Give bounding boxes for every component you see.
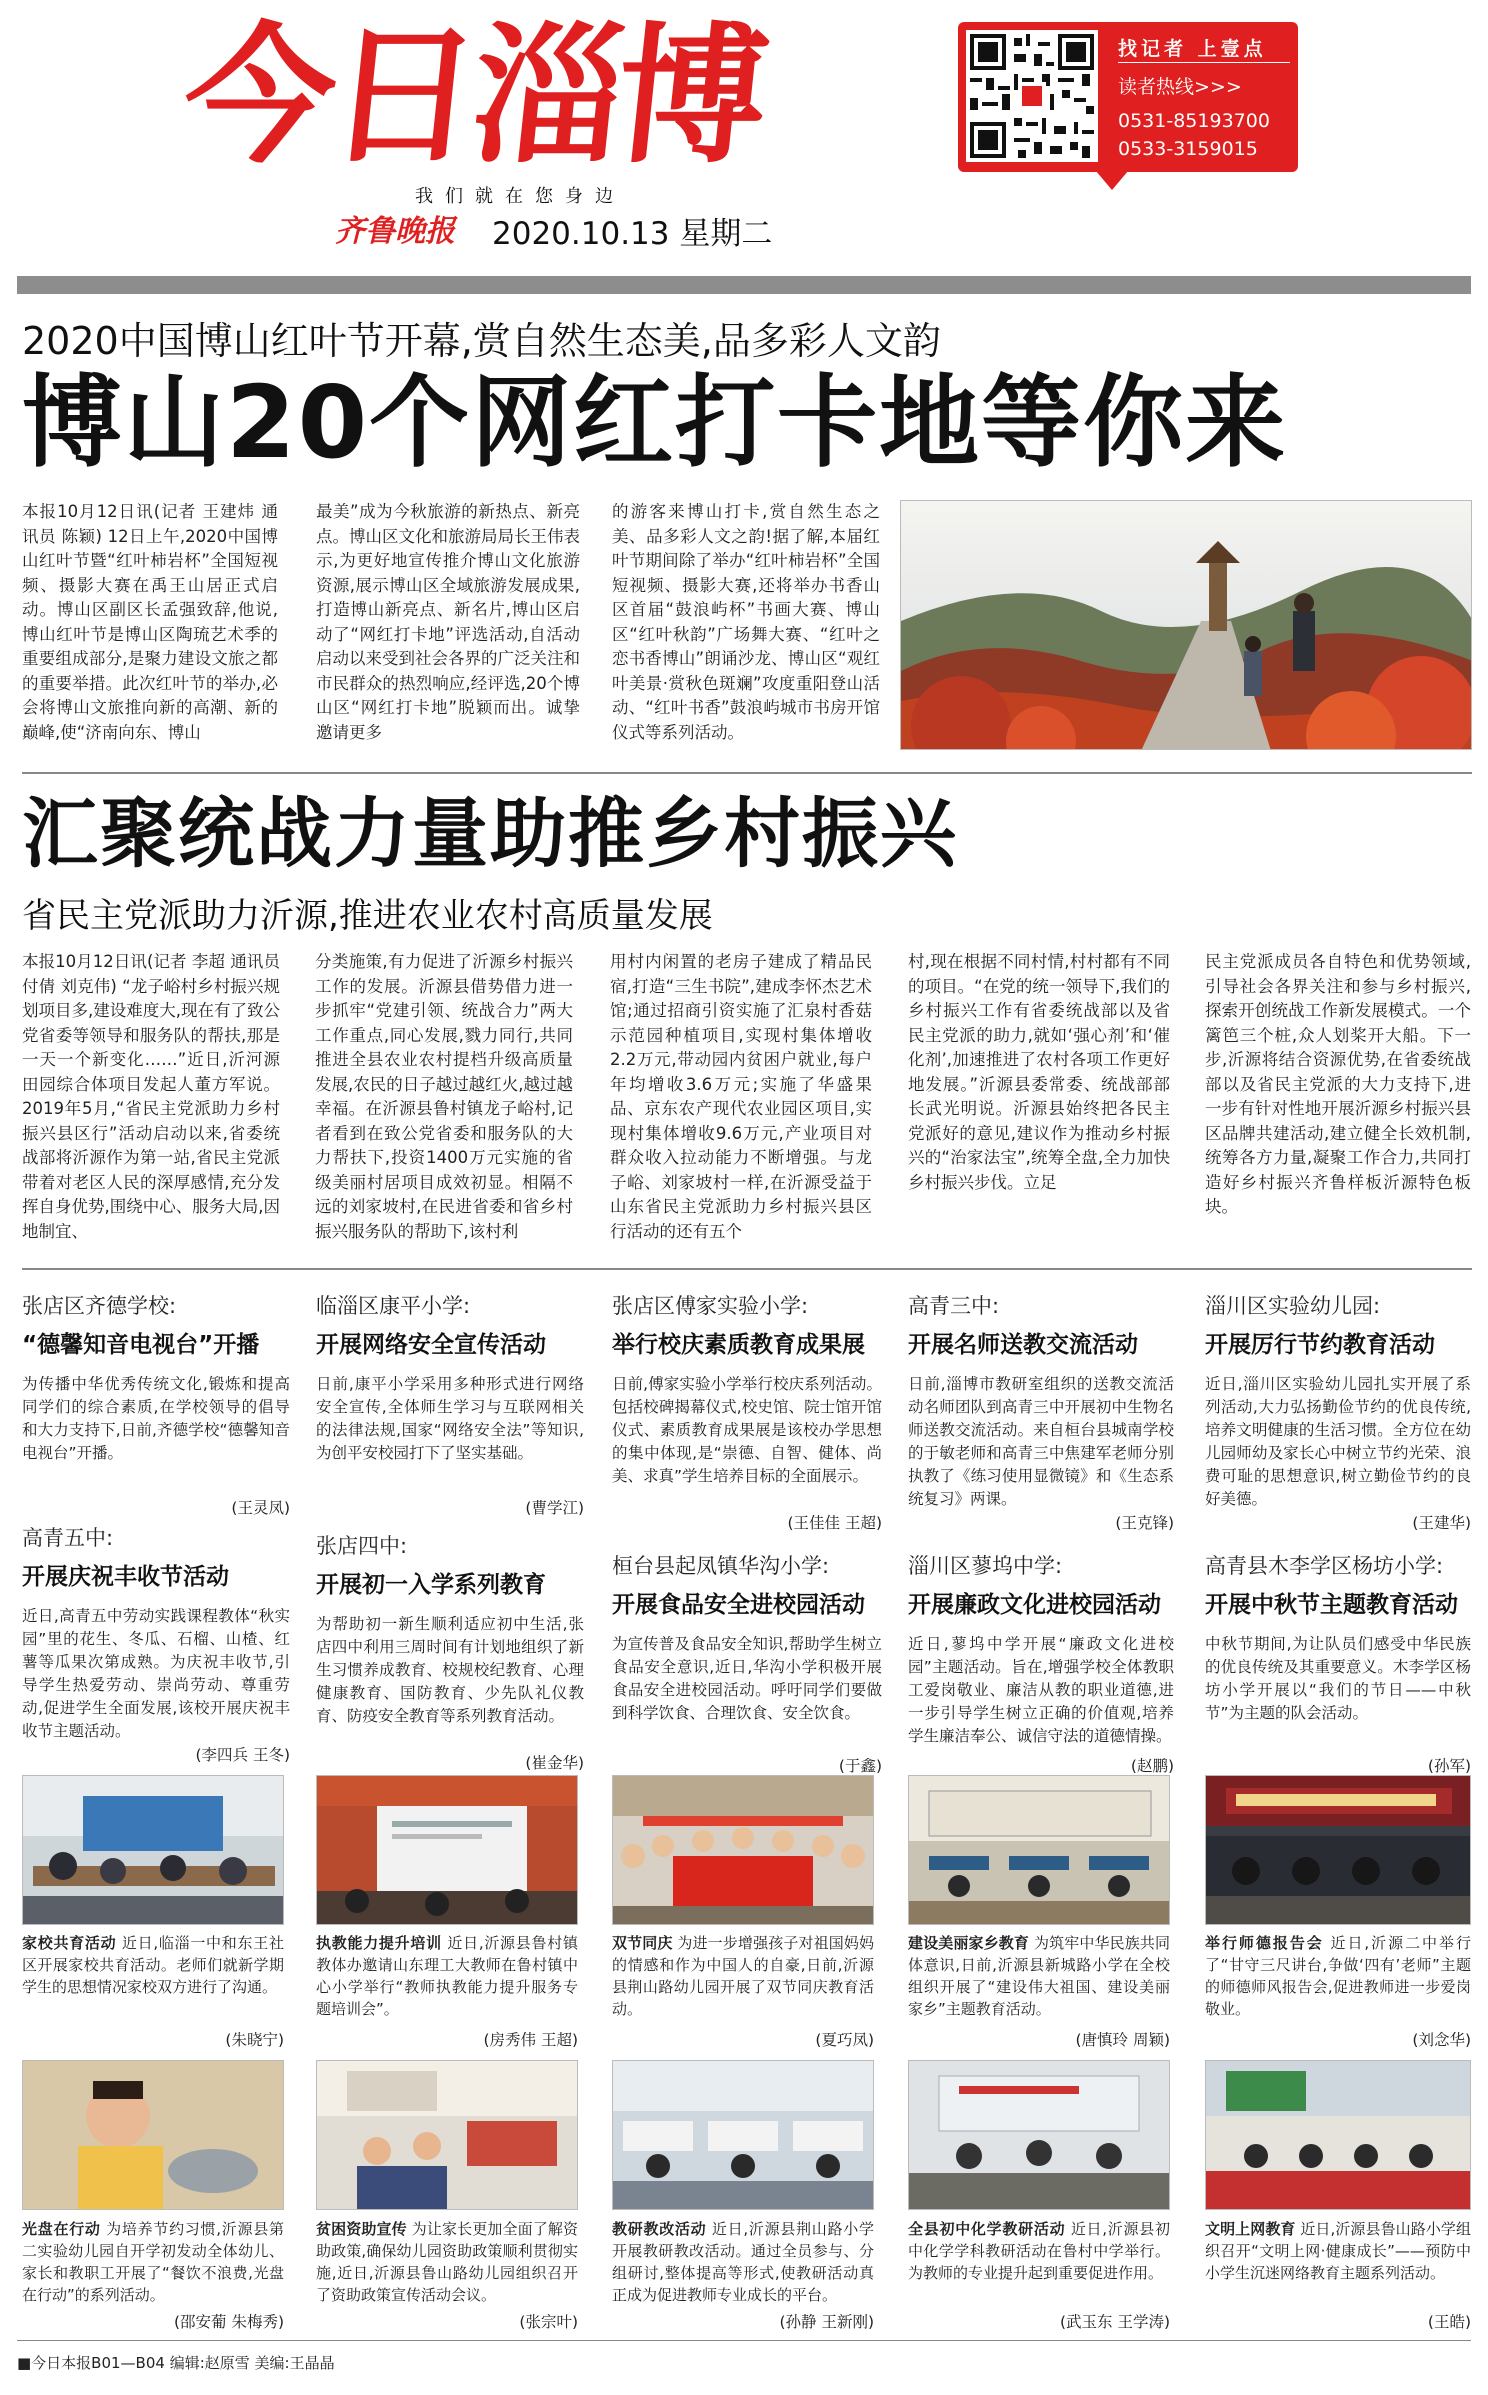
photo xyxy=(22,2060,284,2210)
photo-author: (邵安葡 朱梅秀) xyxy=(173,2313,284,2331)
footer-credits: ■今日本报B01—B04 编辑:赵原雪 美编:王晶晶 xyxy=(17,2354,335,2372)
photo-caption-body: 近日,沂源县鲁村镇教体办邀请山东理工大教师在鲁村镇中心小学举行“教师执教能力提升服务专题培训会”。 xyxy=(316,1934,578,2018)
photo xyxy=(1205,1775,1471,1925)
news-kicker: 桓台县起凤镇华沟小学: xyxy=(612,1554,830,1578)
photo-caption-title: 双节同庆 xyxy=(612,1934,673,1952)
photo-author: (武玉东 王学涛) xyxy=(1059,2313,1170,2331)
photo-author: (王皓) xyxy=(1427,2313,1471,2331)
news-headline[interactable]: 开展初一入学系列教育 xyxy=(316,1572,546,1598)
news-headline[interactable]: 开展庆祝丰收节活动 xyxy=(22,1564,229,1590)
photo xyxy=(316,1775,578,1925)
photo-author: (房秀伟 王超) xyxy=(483,2031,578,2049)
photo-caption xyxy=(908,2218,1170,2306)
story1-kicker: 2020中国博山红叶节开幕,赏自然生态美,品多彩人文韵 xyxy=(22,319,941,363)
story1-column-1: 本报10月12日讯(记者 王建炜 通讯员 陈颖) 12日上午,2020中国博山红叶节暨“红叶柿岩杯”全国短视频、摄影大赛在禹王山居正式启动。博山区副区长孟强致辞,他说,博山红叶节是博山区陶琉艺术季的重要组成部分,是聚力建设文旅之都的重要举措。此次红叶节的举办,必会将博山文旅推向新的高潮、新的巅峰,使“济南向东、博山 xyxy=(22,502,278,742)
news-body: 中秋节期间,为让队员们感受中华民族的优良传统及其重要意义。木李学区杨坊小学开展以“我们的节日——中秋节”为主题的队会活动。 xyxy=(1205,1635,1471,1722)
story2-column-2: 分类施策,有力促进了沂源乡村振兴工作的发展。沂源县借势借力进一步抓牢“党建引领、统战合力”两大工作重点,同心发展,戮力同行,共同推进全县农业农村提档升级高质量发展,农民的日子越过越红火,越过越幸福。在沂源县鲁村镇龙子峪村,记者看到在致公党省委和服务队的大力帮扶下,投资1400万元实施的省级美丽村居项目成效初显。相隔不远的刘家坡村,在民进省委和省乡村振兴服务队的帮助下,该村利 xyxy=(315,952,573,1241)
photo-caption-title: 举行师德报告会 xyxy=(1205,1934,1324,1952)
photo-caption xyxy=(316,2218,578,2306)
qr-code-icon[interactable] xyxy=(966,30,1098,162)
news-kicker: 高青三中: xyxy=(908,1294,1000,1318)
contact-box-tail xyxy=(1090,164,1134,190)
photo-caption-title: 贫困资助宣传 xyxy=(316,2220,407,2238)
news-body: 为帮助初一新生顺利适应初中生活,张店四中利用三周时间有计划地组织了新生习惯养成教育、校规校纪教育、心理健康教育、国防教育、少先队礼仪教育、防疫安全教育等系列教育活动。 xyxy=(316,1615,584,1725)
photo xyxy=(612,2060,874,2210)
contact-phone-2[interactable]: 0533-3159015 xyxy=(1118,138,1258,160)
photo-caption xyxy=(908,1932,1170,2022)
news-kicker: 张店四中: xyxy=(316,1534,408,1558)
photo-author: (刘念华) xyxy=(1412,2031,1471,2049)
photo-author: (朱晓宁) xyxy=(225,2031,284,2049)
story-divider xyxy=(22,772,1472,774)
contact-line-reporter: 找记者 上壹点 xyxy=(1118,38,1267,60)
story2-column-4: 村,现在根据不同村情,村村都有不同的项目。“在党的统一领导下,我们的乡村振兴工作有省委统战部以及省民主党派的助力,就如‘强心剂’和‘催化剂’,加速推进了农村各项工作更好地发展。”沂源县委常委、统战部部长武光明说。沂源县始终把各民主党派好的意见,建议作为推动乡村振兴的“治家法宝”,统筹全盘,全力加快乡村振兴步伐。立足 xyxy=(908,952,1170,1192)
news-author: (崔金华) xyxy=(525,1754,584,1772)
news-item[interactable] xyxy=(908,1290,1174,1533)
photo-caption-title: 建设美丽家乡教育 xyxy=(908,1934,1030,1952)
news-author: (李四兵 王冬) xyxy=(195,1746,290,1764)
news-headline[interactable]: 开展厉行节约教育活动 xyxy=(1205,1332,1435,1358)
news-item[interactable] xyxy=(612,1290,882,1533)
photo-caption-body: 为让家长更加全面了解资助政策,确保幼儿园资助政策顺利贯彻实施,近日,沂源县鲁山路幼儿园组织召开了资助政策宣传活动会议。 xyxy=(316,2220,578,2304)
story2-subhead: 省民主党派助力沂源,推进农业农村高质量发展 xyxy=(22,896,713,936)
photo-caption-title: 执教能力提升培训 xyxy=(316,1934,442,1952)
news-headline[interactable]: “德馨知音电视台”开播 xyxy=(22,1332,260,1358)
masthead-rule xyxy=(17,276,1471,294)
news-item[interactable] xyxy=(316,1290,584,1518)
section-divider xyxy=(22,1268,1472,1270)
photo xyxy=(908,1775,1170,1925)
news-body: 近日,高青五中劳动实践课程教体“秋实园”里的花生、冬瓜、石榴、山楂、红薯等瓜果次第成熟。为庆祝丰收节,引导学生热爱劳动、崇尚劳动、尊重劳动,促进学生全面发展,该校开展庆祝丰收节主题活动。 xyxy=(22,1607,290,1740)
photo-caption xyxy=(22,1932,284,2022)
photo-caption-body: 为筑牢中华民族共同体意识,日前,沂源县新城路小学在全校组织开展了“建设伟大祖国、建设美丽家乡”主题教育活动。 xyxy=(908,1934,1170,2018)
photo xyxy=(1205,2060,1471,2210)
photo-caption-title: 文明上网教育 xyxy=(1205,2220,1296,2238)
story2-column-1: 本报10月12日讯(记者 李超 通讯员 付倩 刘克伟) “龙子峪村乡村振兴规划项目多,建设难度大,现在有了致公党省委等领导和服务队的帮扶,那是一天一个新变化……”近日,沂河源田园综合体项目发起人董方军说。2019年5月,“省民主党派助力乡村振兴县区行”活动启动以来,省委统战部将沂源作为第一站,省民主党派带着对老区人民的深厚感情,充分发挥自身优势,围绕中心、服务大局,因地制宜、 xyxy=(22,952,280,1241)
news-body: 近日,蓼坞中学开展“廉政文化进校园”主题活动。旨在,增强学校全体教职工爱岗敬业、廉洁从教的职业道德,进一步引导学生树立正确的价值观,培养学生廉洁奉公、诚信守法的道德情操。 xyxy=(908,1635,1174,1745)
news-author: (王建华) xyxy=(1412,1514,1471,1532)
photo-caption-body: 近日,临淄一中和东王社区开展家校共育活动。老师们就新学期学生的思想情况家校双方进行了沟通。 xyxy=(22,1934,284,1996)
news-body: 日前,傅家实验小学举行校庆系列活动。包括校碑揭幕仪式,校史馆、院士馆开馆仪式、素质教育成果展是该校办学思想的集中体现,是“崇德、自智、健体、尚美、求真”学生培养目标的全面展示。 xyxy=(612,1375,882,1485)
photo-caption-title: 教研教改活动 xyxy=(612,2220,707,2238)
news-body: 为宣传普及食品安全知识,帮助学生树立食品安全意识,近日,华沟小学积极开展食品安全进校园活动。呼吁同学们要做到科学饮食、合理饮食、安全饮食。 xyxy=(612,1635,882,1722)
photo-caption xyxy=(1205,2218,1471,2306)
masthead-logo: 今日淄博 xyxy=(175,10,771,184)
news-item[interactable] xyxy=(1205,1550,1471,1776)
photo xyxy=(22,1775,284,1925)
news-kicker: 张店区齐德学校: xyxy=(22,1294,177,1318)
photo-caption-title: 光盘在行动 xyxy=(22,2220,101,2238)
news-item[interactable] xyxy=(908,1550,1174,1776)
photo-author: (孙静 王新刚) xyxy=(779,2313,874,2331)
news-body: 为传播中华优秀传统文化,锻炼和提高同学们的综合素质,在学校领导的倡导和大力支持下,日前,齐德学校“德馨知音电视台”开播。 xyxy=(22,1375,290,1462)
news-author: (孙军) xyxy=(1427,1757,1471,1775)
news-author: (于鑫) xyxy=(838,1757,882,1775)
photo xyxy=(612,1775,874,1925)
news-item[interactable] xyxy=(22,1290,290,1518)
masthead-slogan: 我们就在您身边 xyxy=(415,186,625,207)
photo-caption-body: 为培养节约习惯,沂源县第二实验幼儿园自开学初发动全体幼儿、家长和教职工开展了“餐饮不浪费,光盘在行动”的系列活动。 xyxy=(22,2220,284,2304)
news-kicker: 张店区傅家实验小学: xyxy=(612,1294,809,1318)
photo-caption xyxy=(316,1932,578,2022)
news-author: (曹学江) xyxy=(525,1499,584,1517)
news-kicker: 高青县木李学区杨坊小学: xyxy=(1205,1554,1444,1578)
photo-caption xyxy=(612,1932,874,2022)
photo-caption xyxy=(1205,1932,1471,2022)
news-kicker: 淄川区实验幼儿园: xyxy=(1205,1294,1381,1318)
story1-headline: 博山20个网红打卡地等你来 xyxy=(22,364,1288,481)
footer-rule xyxy=(17,2340,1471,2341)
news-item[interactable] xyxy=(1205,1290,1471,1533)
issue-date: 2020.10.13 星期二 xyxy=(492,216,773,252)
news-item[interactable] xyxy=(316,1530,584,1773)
contact-divider xyxy=(1118,62,1290,63)
photo-caption-body: 近日,沂源县荆山路小学开展教研教改活动。通过全员参与、分组研讨,整体提高等形式,使教研活动真正成为促进教师专业成长的平台。 xyxy=(612,2220,874,2304)
story2-column-3: 用村内闲置的老房子建成了精品民宿,打造“三生书院”,建成李怀杰艺术馆;通过招商引资实施了汇泉村香菇示范园种植项目,实现村集体增收2.2万元,带动园内贫困户就业,每户年均增收3.6万元;实施了华盛果品、京东农产现代农业园区项目,实现村集体增收9.6万元,产业项目对群众收入拉动能力不断增强。与龙子峪、刘家坡村一样,在沂源受益于山东省民主党派助力乡村振兴县区行活动的还有五个 xyxy=(610,952,872,1241)
photo-caption xyxy=(612,2218,874,2306)
news-item[interactable] xyxy=(612,1550,882,1776)
contact-phone-1[interactable]: 0531-85193700 xyxy=(1118,110,1270,132)
news-body: 日前,康平小学采用多种形式进行网络安全宣传,全体师生学习与互联网相关的法律法规,国家“网络安全法”等知识,为创平安校园打下了坚实基础。 xyxy=(316,1375,584,1462)
photo-caption-body: 近日,沂源县鲁山路小学组织召开“文明上网·健康成长”——预防中小学生沉迷网络教育主题系列活动。 xyxy=(1205,2220,1471,2282)
photo-caption-body: 近日,沂源县初中化学学科教研活动在鲁村中学举行。为教师的专业提升起到重要促进作用。 xyxy=(908,2220,1170,2282)
news-author: (赵鹏) xyxy=(1130,1757,1174,1775)
photo-author: (唐慎玲 周颖) xyxy=(1075,2031,1170,2049)
photo xyxy=(908,2060,1170,2210)
paper-name: 齐鲁晚报 xyxy=(335,214,455,249)
story1-column-2: 最美”成为今秋旅游的新热点、新亮点。博山区文化和旅游局局长王伟表示,为更好地宣传推介博山文化旅游资源,展示博山区全域旅游发展成果,打造博山新亮点、新名片,博山区启动了“网红打卡地”评选活动,自活动启动以来受到社会各界的广泛关注和市民群众的热烈响应,经评选,20个博山区“网红打卡地”脱颖而出。诚挚邀请更多 xyxy=(316,502,580,742)
story1-photo xyxy=(900,500,1472,750)
photo-caption-body: 为进一步增强孩子对祖国妈妈的情感和作为中国人的自豪,日前,沂源县荆山路幼儿园开展了双节同庆教育活动。 xyxy=(612,1934,874,2018)
news-author: (王佳佳 王超) xyxy=(787,1514,882,1532)
news-headline[interactable]: 开展网络安全宣传活动 xyxy=(316,1332,546,1358)
photo xyxy=(316,2060,578,2210)
news-headline[interactable]: 开展中秋节主题教育活动 xyxy=(1205,1592,1458,1618)
photo-caption-title: 全县初中化学教研活动 xyxy=(908,2220,1066,2238)
news-headline[interactable]: 开展名师送教交流活动 xyxy=(908,1332,1138,1358)
news-author: (王灵凤) xyxy=(231,1499,290,1517)
contact-line-hotline: 读者热线>>> xyxy=(1118,76,1242,98)
news-item[interactable] xyxy=(22,1522,290,1765)
news-headline[interactable]: 举行校庆素质教育成果展 xyxy=(612,1332,865,1358)
news-kicker: 临淄区康平小学: xyxy=(316,1294,471,1318)
photo-caption-title: 家校共育活动 xyxy=(22,1934,117,1952)
news-headline[interactable]: 开展食品安全进校园活动 xyxy=(612,1592,865,1618)
story2-headline: 汇聚统战力量助推乡村振兴 xyxy=(22,789,958,878)
photo-caption-body: 近日,沂源二中举行了“甘守三尺讲台,争做‘四有’老师”主题的师德师风报告会,促进教师进一步爱岗敬业。 xyxy=(1205,1934,1471,2018)
news-headline[interactable]: 开展廉政文化进校园活动 xyxy=(908,1592,1161,1618)
news-kicker: 高青五中: xyxy=(22,1526,114,1550)
news-author: (王克锋) xyxy=(1115,1514,1174,1532)
news-kicker: 淄川区蓼坞中学: xyxy=(908,1554,1063,1578)
photo-author: (张宗叶) xyxy=(519,2313,578,2331)
photo-author: (夏巧凤) xyxy=(815,2031,874,2049)
story2-column-5: 民主党派成员各自特色和优势领域,引导社会各界关注和参与乡村振兴,探索开创统战工作新发展模式。一个篱笆三个桩,众人划桨开大船。下一步,沂源将结合资源优势,在省委统战部以及省民主党派的大力支持下,进一步有针对性地开展沂源乡村振兴县区品牌共建活动,建立健全长效机制,统筹各方力量,凝聚工作合力,共同打造好乡村振兴齐鲁样板沂源特色板块。 xyxy=(1205,952,1471,1216)
news-body: 日前,淄博市教研室组织的送教交流活动名师团队到高青三中开展初中生物名师送教交流活动。来自桓台县城南学校的于敏老师和高青三中焦建军老师分别执教了《练习使用显微镜》和《生态系统复习》两课。 xyxy=(908,1375,1174,1508)
photo-caption xyxy=(22,2218,284,2306)
story1-column-3: 的游客来博山打卡,赏自然生态之美、品多彩人文之韵!据了解,本届红叶节期间除了举办“红叶柿岩杯”全国短视频、摄影大赛,还将举办书香山区首届“鼓浪屿杯”书画大赛、博山区“红叶秋韵”广场舞大赛、“红叶之恋书香博山”朗诵沙龙、博山区“观红叶美景·赏秋色斑斓”攻度重阳登山活动、“红叶书香”鼓浪屿城市书房开馆仪式等系列活动。 xyxy=(612,502,880,742)
news-body: 近日,淄川区实验幼儿园扎实开展了系列活动,大力弘扬勤俭节约的优良传统,培养文明健康的生活习惯。全方位在幼儿园师幼及家长心中树立节约光荣、浪费可耻的思想意识,树立勤俭节约的良好美德。 xyxy=(1205,1375,1471,1508)
